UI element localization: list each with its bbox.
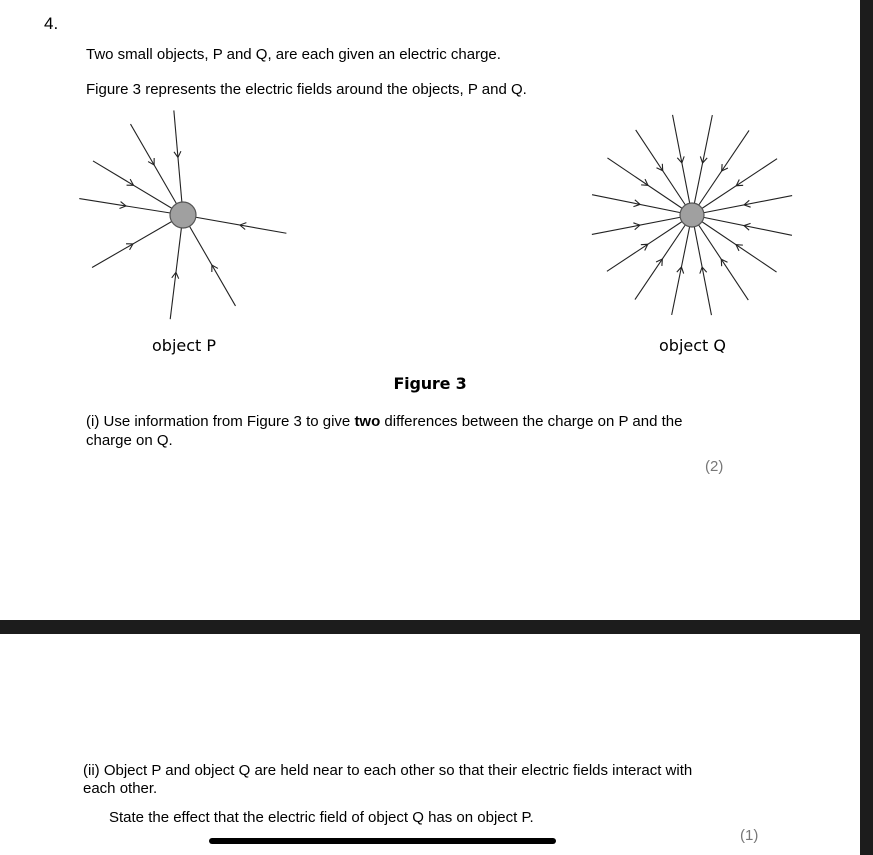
p-field-line bbox=[174, 110, 183, 215]
q-arrow-head bbox=[656, 164, 662, 171]
field-diagram-p bbox=[60, 100, 320, 320]
part-i-marks: (2) bbox=[705, 458, 724, 475]
home-indicator bbox=[209, 838, 556, 844]
p-field-line bbox=[93, 161, 183, 215]
part-ii-marks: (1) bbox=[740, 827, 759, 844]
q-arrow-head bbox=[641, 179, 648, 185]
intro-line-2: Figure 3 represents the electric fields around the objects, P and Q. bbox=[86, 81, 527, 98]
p-field-line bbox=[79, 199, 183, 215]
q-charge bbox=[680, 203, 704, 227]
question-number: 4. bbox=[44, 14, 59, 33]
q-arrow-head bbox=[721, 259, 727, 266]
q-arrow-head bbox=[641, 244, 648, 250]
object-p-label: object P bbox=[152, 336, 217, 355]
figure-caption: Figure 3 bbox=[393, 374, 467, 393]
q-arrow-head bbox=[736, 245, 743, 251]
q-arrow-head bbox=[656, 259, 662, 266]
part-i-line-2: charge on Q. bbox=[86, 432, 173, 449]
p-field-line bbox=[183, 215, 286, 233]
p-charge bbox=[170, 202, 196, 228]
p-field-line bbox=[92, 215, 183, 268]
p-field-line bbox=[170, 215, 183, 319]
part-ii-line-2: each other. bbox=[83, 780, 158, 797]
screen-edge-bar bbox=[860, 0, 873, 855]
part-i-bold-word: two bbox=[354, 413, 381, 430]
part-i-text-before: (i) Use information from Figure 3 to give bbox=[86, 413, 355, 430]
page-divider bbox=[0, 620, 860, 634]
part-ii-instruction: State the effect that the electric field of object Q has on object P. bbox=[109, 809, 534, 826]
p-field-line bbox=[131, 124, 184, 215]
q-arrow-head bbox=[722, 164, 728, 171]
field-diagram-q bbox=[572, 100, 817, 320]
part-i-line-1 bbox=[86, 412, 682, 431]
object-q-label: object Q bbox=[659, 336, 726, 355]
q-arrow-head bbox=[736, 179, 743, 185]
part-i-text-after: differences between the charge on P and the bbox=[380, 413, 683, 430]
p-field-line bbox=[183, 215, 236, 306]
intro-line-1: Two small objects, P and Q, are each given an electric charge. bbox=[86, 46, 501, 63]
part-ii-line-1: (ii) Object P and object Q are held near to each other so that their electric fields interact with bbox=[83, 762, 693, 779]
